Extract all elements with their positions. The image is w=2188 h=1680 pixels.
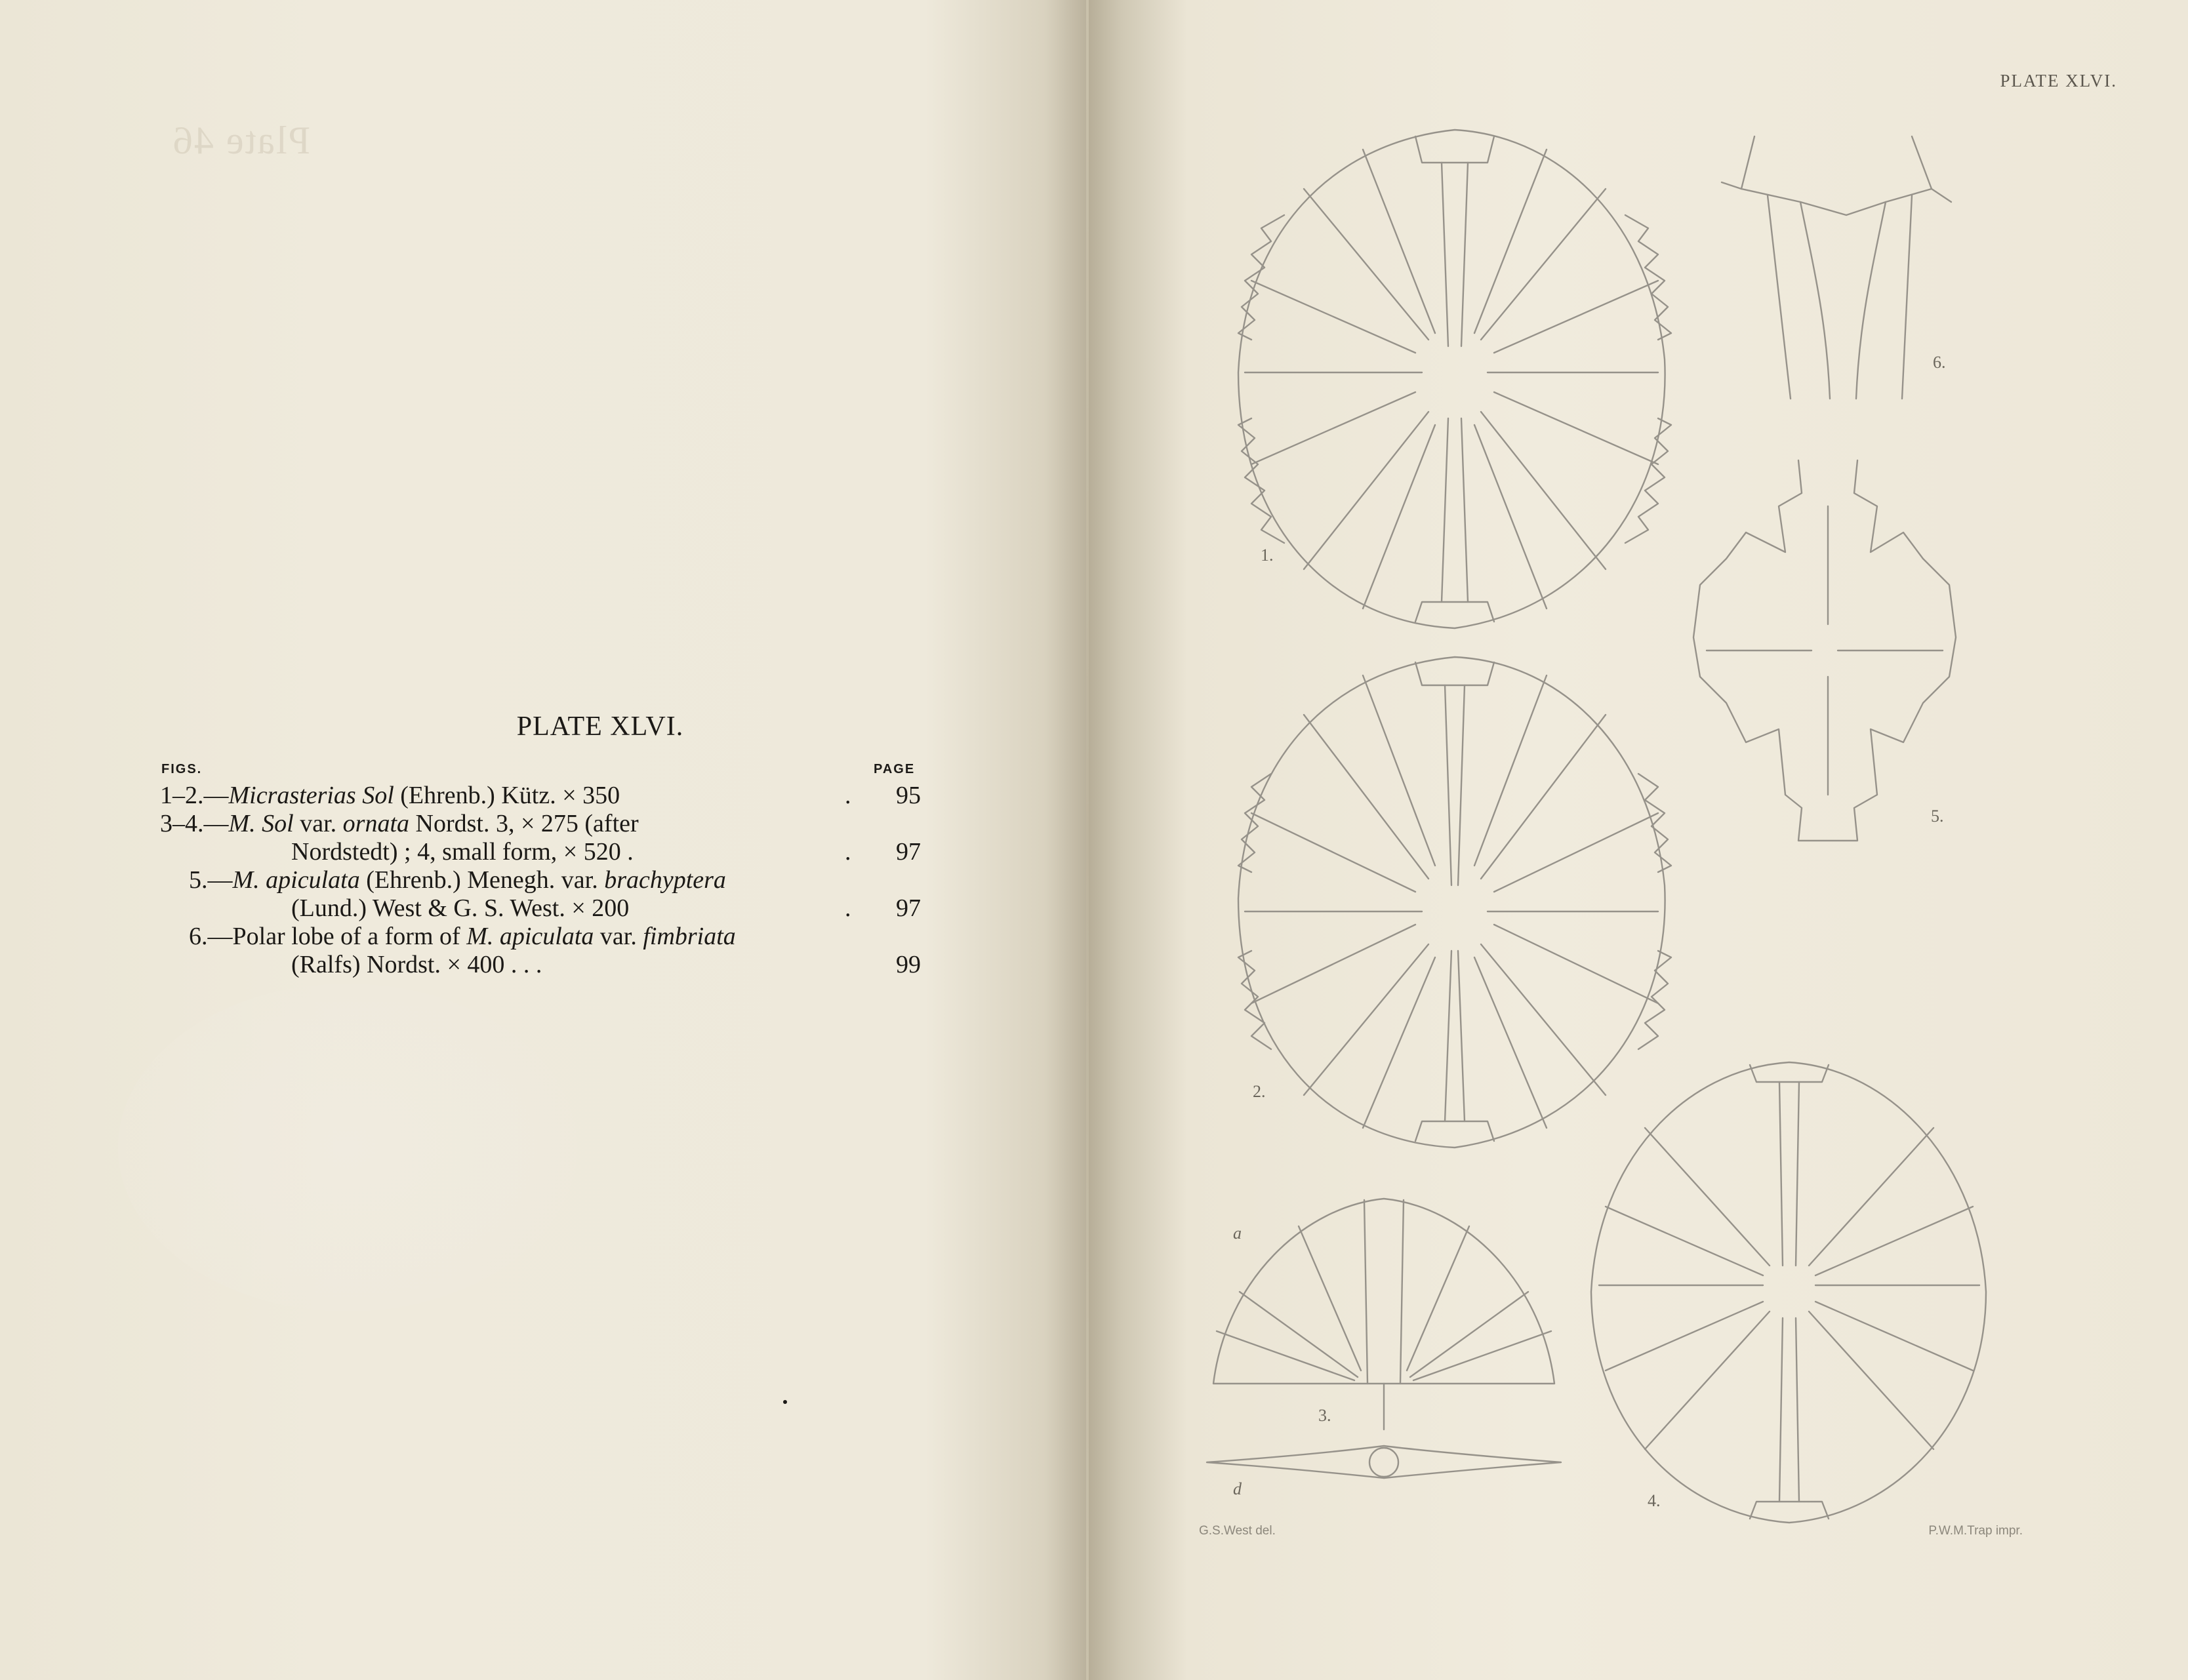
italic-name: M. apiculata [466, 923, 594, 950]
caption-part: (Ehrenb.) Menegh. var. [359, 866, 605, 894]
caption-part: 5.— [189, 866, 233, 894]
figure-letter-a: a [1233, 1224, 1242, 1243]
figs-column-header: FIGS. [161, 762, 203, 776]
figure-label-1: 1. [1261, 546, 1274, 565]
page-column-header: PAGE [874, 762, 916, 776]
ink-speck [783, 1400, 787, 1404]
credit-artist: G.S.West del. [1199, 1524, 1276, 1538]
credit-printer: P.W.M.Trap impr. [1928, 1524, 2023, 1538]
figure-letter-d: d [1233, 1479, 1242, 1498]
figure-1-drawing [1225, 123, 1684, 648]
figure-label-4: 4. [1648, 1491, 1661, 1510]
page-number: 95 [896, 782, 921, 809]
leader-dot: . [845, 838, 851, 866]
caption-part: (Ehrenb.) Kütz. × 350 [394, 782, 620, 809]
leader-dot: . [845, 894, 851, 922]
page-number: 99 [896, 951, 921, 978]
caption-text [291, 951, 542, 979]
right-page [1089, 0, 2188, 1680]
caption-part: 6.—Polar lobe of a form of [189, 923, 467, 950]
caption-text [160, 782, 620, 810]
figure-6-drawing [1715, 136, 1964, 412]
plate-title: PLATE XLVI. [516, 711, 684, 742]
caption-text [189, 866, 726, 894]
plate-tag: PLATE XLVI. [2000, 71, 2117, 90]
figure-3-drawing [1200, 1187, 1568, 1495]
caption-part: var. [293, 810, 343, 837]
paper-stain [118, 984, 577, 1311]
caption-part: Nordstedt) ; 4, small form, × 520 . [291, 838, 634, 866]
italic-name: ornata [342, 810, 410, 837]
italic-name: brachyptera [604, 866, 726, 894]
figure-label-5: 5. [1931, 807, 1944, 826]
ghost-title: Plate 46 [172, 119, 310, 162]
caption-text [291, 894, 629, 923]
caption-part: (Lund.) West & G. S. West. × 200 [291, 894, 630, 922]
caption-part: var. [594, 923, 643, 950]
italic-name: fimbriata [643, 923, 736, 950]
caption-part: 1–2.— [160, 782, 229, 809]
caption-text [291, 838, 634, 866]
leader-dot: . [845, 782, 851, 809]
caption-text [160, 810, 639, 838]
caption-part: 3–4.— [160, 810, 229, 837]
caption-part: Nordst. 3, × 275 (after [409, 810, 639, 837]
italic-name: Micrasterias Sol [228, 782, 394, 809]
caption-part: (Ralfs) Nordst. × 400 . . . [291, 951, 542, 978]
figure-label-2: 2. [1253, 1082, 1266, 1101]
italic-name: M. apiculata [232, 866, 360, 894]
italic-name: M. Sol [228, 810, 294, 837]
figure-4-drawing [1579, 1056, 1999, 1528]
page-number: 97 [896, 838, 921, 866]
page-number: 97 [896, 894, 921, 922]
left-page [0, 0, 1089, 1680]
figure-5-drawing [1687, 454, 1962, 847]
figure-label-3: 3. [1318, 1406, 1331, 1425]
figure-label-6: 6. [1933, 353, 1946, 372]
caption-text [189, 923, 736, 951]
